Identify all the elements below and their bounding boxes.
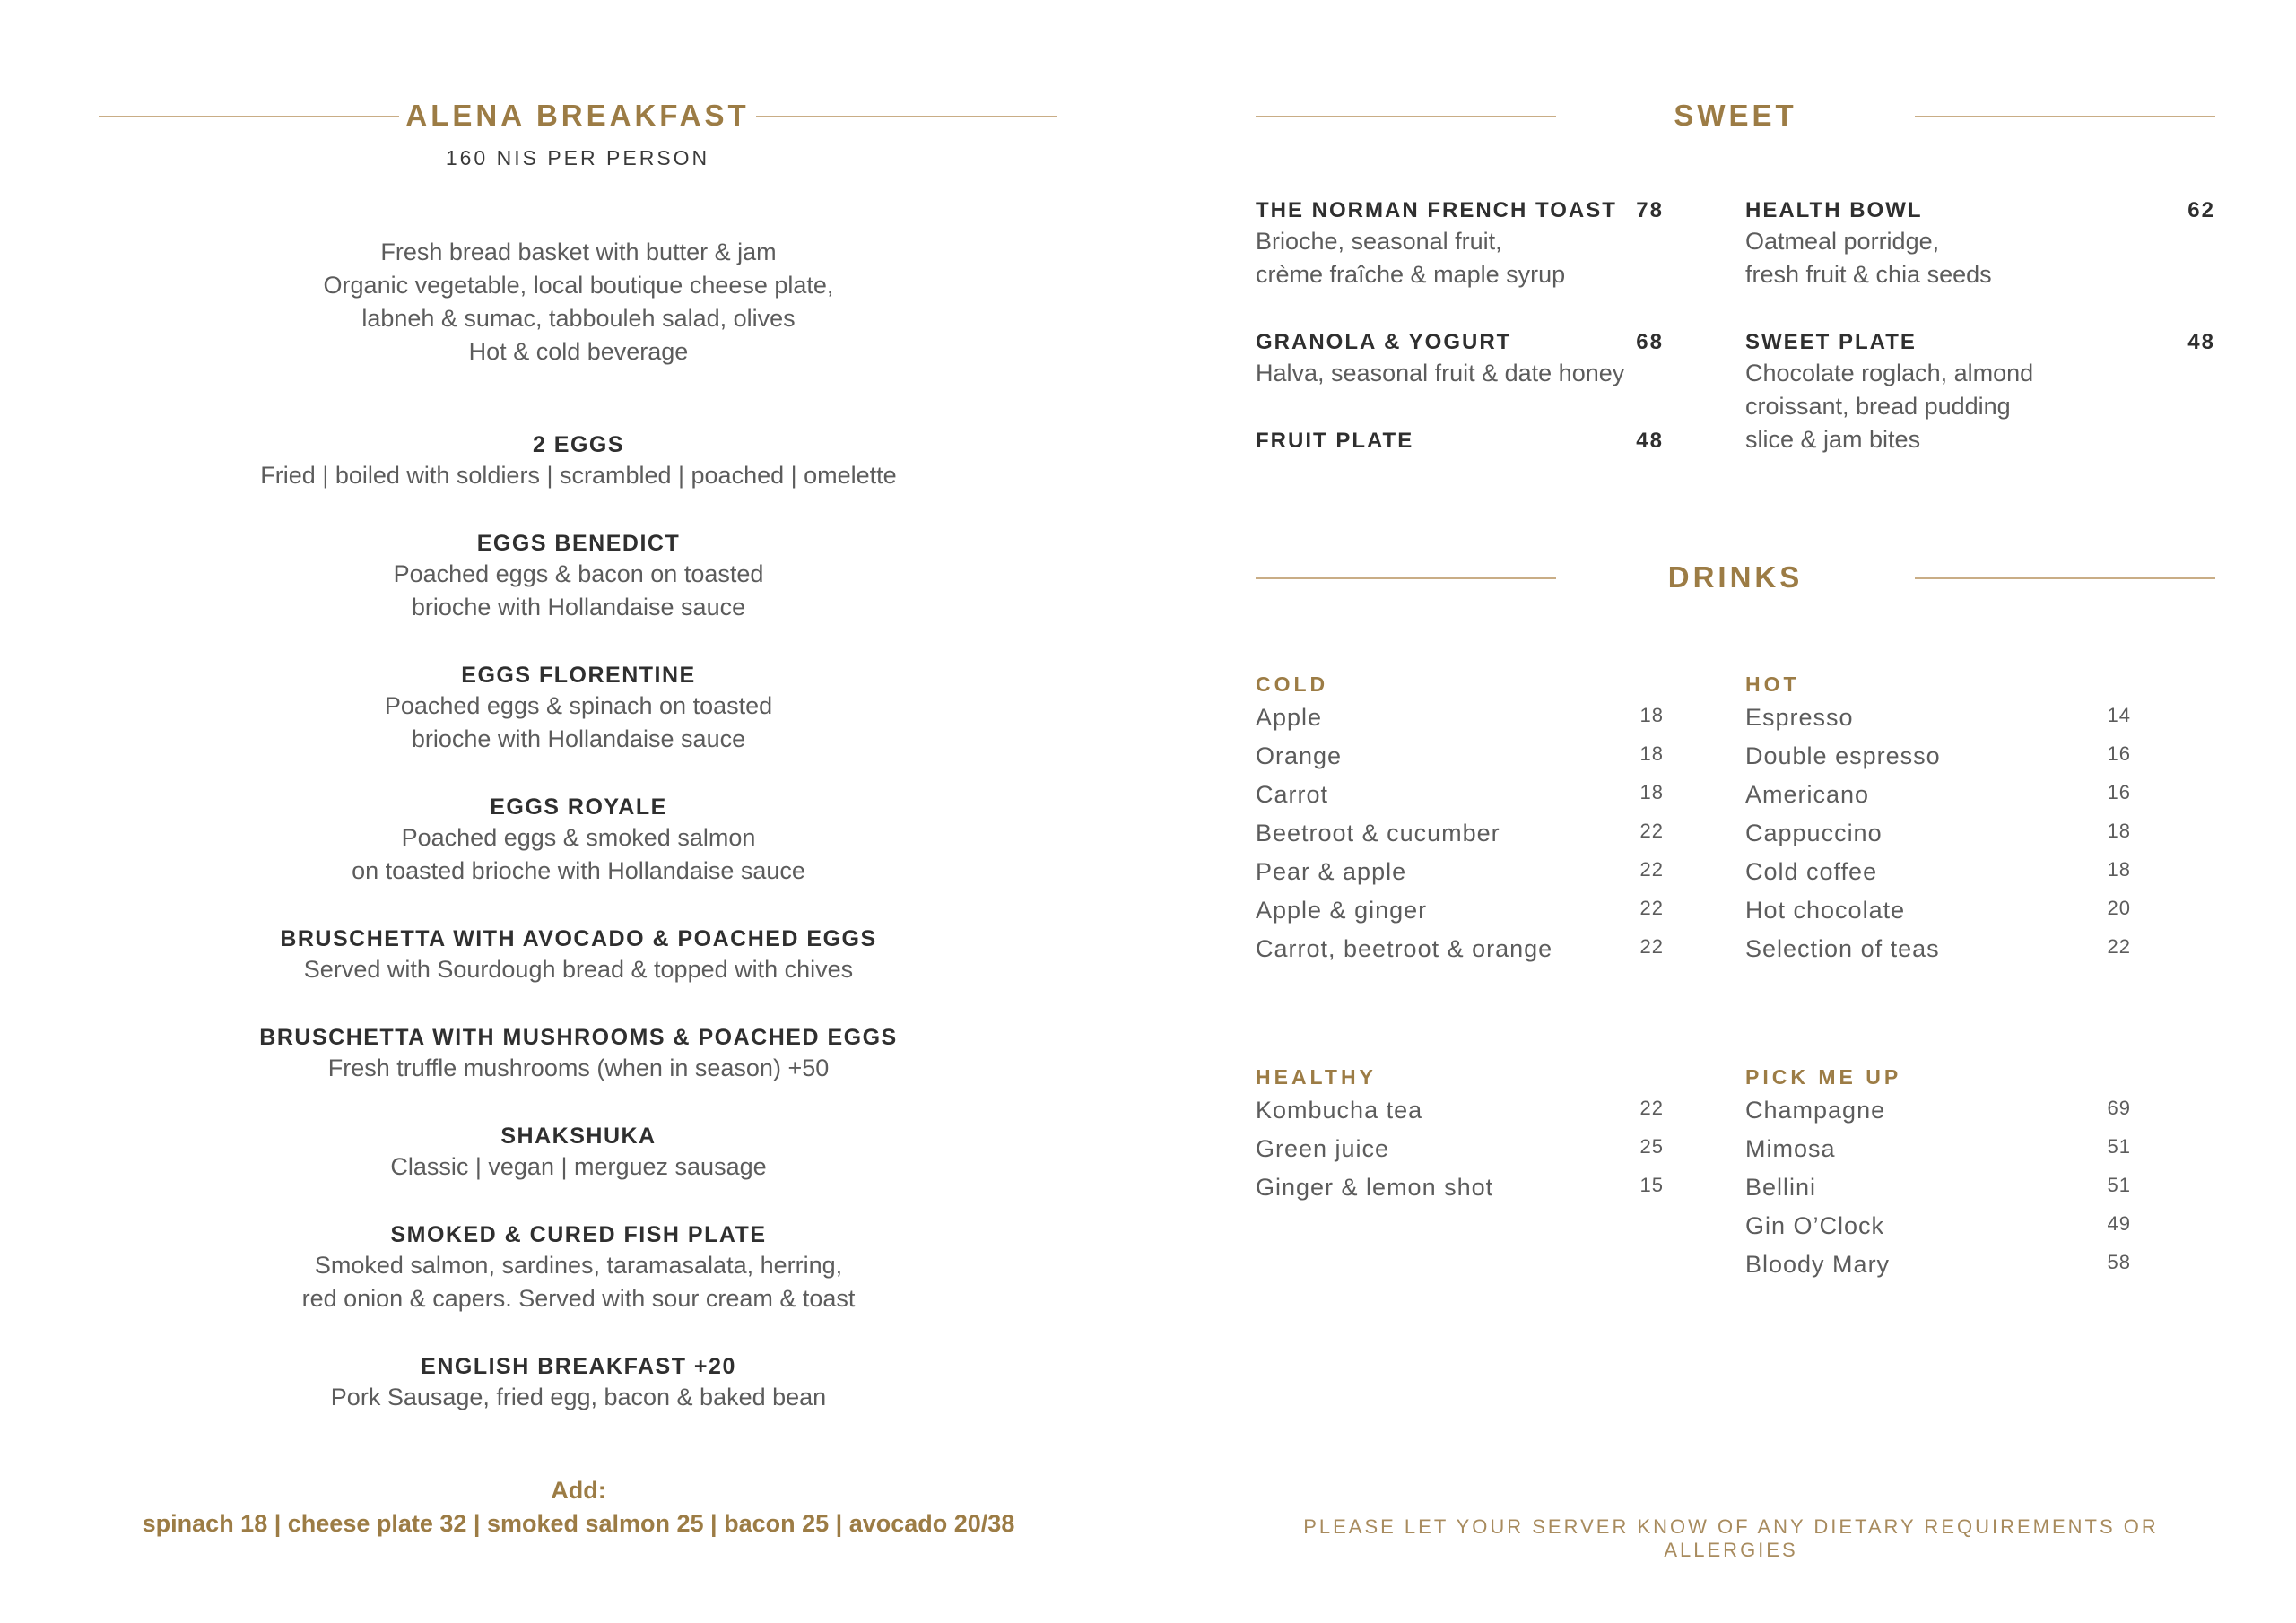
drink-name: Carrot, beetroot & orange xyxy=(1256,935,1553,962)
sweet-rule-a xyxy=(1256,116,1556,117)
breakfast-title: ALENA BREAKFAST xyxy=(405,99,750,132)
drink-name: Green juice xyxy=(1256,1135,1390,1162)
sweet-item-price: 48 xyxy=(2187,330,2215,354)
sweet-item-name: HEALTH BOWL xyxy=(1745,198,1923,222)
sweet-item-desc: Oatmeal porridge, xyxy=(1745,228,1940,255)
menu-item xyxy=(99,529,1058,624)
drink-name: Double espresso xyxy=(1745,742,1941,769)
drink-row xyxy=(1745,1251,2131,1279)
drink-row xyxy=(1256,1174,1664,1202)
drink-name: Ginger & lemon shot xyxy=(1256,1174,1494,1201)
drink-row xyxy=(1745,742,2131,770)
item-title: ENGLISH BREAKFAST +20 xyxy=(421,1354,736,1379)
drink-name: Bloody Mary xyxy=(1745,1251,1891,1278)
drink-price: 58 xyxy=(2107,1251,2131,1273)
drink-price: 49 xyxy=(2107,1212,2131,1235)
item-desc: Smoked salmon, sardines, taramasalata, herring, xyxy=(314,1252,843,1279)
drink-price: 16 xyxy=(2107,781,2131,803)
drink-price: 51 xyxy=(2107,1174,2131,1196)
menu-item xyxy=(99,1220,1058,1315)
sweet-item-desc: slice & jam bites xyxy=(1745,426,1921,453)
menu-item xyxy=(99,1023,1058,1085)
drink-price: 22 xyxy=(1639,858,1664,881)
item-title: EGGS ROYALE xyxy=(490,794,667,820)
drink-name: Gin O’Clock xyxy=(1745,1212,1885,1239)
sweet-item-price: 48 xyxy=(1636,429,1664,453)
sweet-item xyxy=(1745,328,2215,456)
drink-name: Apple & ginger xyxy=(1256,897,1428,924)
sweet-item-name: FRUIT PLATE xyxy=(1256,429,1414,453)
drink-row xyxy=(1745,704,2131,732)
sweet-item-desc: crème fraîche & maple syrup xyxy=(1256,261,1566,288)
drink-price: 69 xyxy=(2107,1097,2131,1119)
item-title: BRUSCHETTA WITH MUSHROOMS & POACHED EGGS xyxy=(259,1025,898,1050)
drink-row xyxy=(1256,704,1664,732)
drink-price: 18 xyxy=(1639,742,1664,765)
item-title: EGGS FLORENTINE xyxy=(461,663,696,688)
item-desc: Poached eggs & smoked salmon xyxy=(401,824,756,851)
allergy-note: PLEASE LET YOUR SERVER KNOW OF ANY DIETARY REQUIREMENTS OR ALLERGIES xyxy=(1303,1515,2159,1561)
drink-row xyxy=(1745,858,2131,886)
item-title: BRUSCHETTA WITH AVOCADO & POACHED EGGS xyxy=(280,926,877,951)
drink-price: 22 xyxy=(1639,820,1664,842)
sweet-item-price: 68 xyxy=(1636,330,1664,354)
item-desc: Served with Sourdough bread & topped with chives xyxy=(303,956,854,983)
drink-price: 18 xyxy=(1639,781,1664,803)
item-title: SHAKSHUKA xyxy=(500,1124,657,1149)
drink-row xyxy=(1256,935,1664,963)
drink-name: Carrot xyxy=(1256,781,1329,808)
drink-price: 51 xyxy=(2107,1135,2131,1158)
drink-row xyxy=(1745,1212,2131,1240)
drink-name: Pear & apple xyxy=(1256,858,1407,885)
drink-name: Espresso xyxy=(1745,704,1854,731)
drink-name: Orange xyxy=(1256,742,1343,769)
menu-item xyxy=(99,1352,1058,1414)
drink-name: Apple xyxy=(1256,704,1323,731)
addon-line: spinach 18 | cheese plate 32 | smoked salmon 25 | bacon 25 | avocado 20/38 xyxy=(142,1510,1015,1537)
drink-row xyxy=(1256,1135,1664,1163)
drinks-rule-b xyxy=(1915,577,2215,579)
drink-price: 18 xyxy=(1639,704,1664,726)
item-desc: brioche with Hollandaise sauce xyxy=(411,594,746,621)
menu-item xyxy=(99,924,1058,986)
drink-name: Cappuccino xyxy=(1745,820,1883,846)
breakfast-intro xyxy=(99,236,1058,369)
drink-row xyxy=(1256,820,1664,847)
item-title: SMOKED & CURED FISH PLATE xyxy=(390,1222,767,1247)
sweet-item xyxy=(1745,196,2215,291)
sweet-item-desc: croissant, bread pudding xyxy=(1745,393,2011,420)
intro-line: labneh & sumac, tabbouleh salad, olives xyxy=(361,305,796,332)
sweet-item-desc: Chocolate roglach, almond xyxy=(1745,360,2034,386)
item-desc: Pork Sausage, fried egg, bacon & baked bean xyxy=(330,1384,827,1410)
drink-name: Hot chocolate xyxy=(1745,897,1906,924)
drink-price: 22 xyxy=(1639,935,1664,958)
drink-price: 16 xyxy=(2107,742,2131,765)
sweet-title: SWEET xyxy=(1674,99,1797,132)
drink-row xyxy=(1745,781,2131,809)
drink-row xyxy=(1256,742,1664,770)
menu-item xyxy=(99,793,1058,888)
sweet-item xyxy=(1256,196,1664,291)
sweet-item-name: GRANOLA & YOGURT xyxy=(1256,330,1512,354)
menu-item xyxy=(99,1122,1058,1184)
sweet-item-name: SWEET PLATE xyxy=(1745,330,1917,354)
breakfast-subtitle: 160 NIS PER PERSON xyxy=(445,146,710,169)
drink-price: 22 xyxy=(2107,935,2131,958)
drink-name: Cold coffee xyxy=(1745,858,1878,885)
drink-name: Selection of teas xyxy=(1745,935,1940,962)
item-title: 2 EGGS xyxy=(532,432,625,457)
sweet-rule-b xyxy=(1915,116,2215,117)
addon-label: Add: xyxy=(551,1477,606,1504)
drink-row xyxy=(1745,935,2131,963)
item-title: EGGS BENEDICT xyxy=(476,531,681,556)
item-desc: Classic | vegan | merguez sausage xyxy=(390,1153,767,1180)
category-cold: COLD xyxy=(1256,673,1329,696)
sweet-item-desc: Brioche, seasonal fruit, xyxy=(1256,228,1502,255)
sweet-item-price: 62 xyxy=(2187,198,2215,222)
drink-row xyxy=(1745,1135,2131,1163)
drink-row xyxy=(1256,897,1664,924)
drink-row xyxy=(1745,1097,2131,1124)
drink-price: 20 xyxy=(2107,897,2131,919)
drink-price: 22 xyxy=(1639,1097,1664,1119)
title-rule-left-b xyxy=(756,116,1057,117)
item-desc: Poached eggs & spinach on toasted xyxy=(384,692,773,719)
sweet-item-desc: fresh fruit & chia seeds xyxy=(1745,261,1992,288)
drink-row xyxy=(1256,858,1664,886)
item-desc: on toasted brioche with Hollandaise sauce xyxy=(352,857,805,884)
drink-price: 15 xyxy=(1639,1174,1664,1196)
drink-price: 14 xyxy=(2107,704,2131,726)
title-rule-left-a xyxy=(99,116,399,117)
item-desc: red onion & capers. Served with sour cream & toast xyxy=(301,1285,856,1312)
drink-row xyxy=(1745,897,2131,924)
drink-name: Kombucha tea xyxy=(1256,1097,1423,1124)
item-desc: Fried | boiled with soldiers | scrambled | poached | omelette xyxy=(260,462,897,489)
sweet-item xyxy=(1256,427,1664,456)
item-desc: Fresh truffle mushrooms (when in season) +50 xyxy=(327,1055,830,1081)
menu-item xyxy=(99,661,1058,756)
drink-row xyxy=(1745,1174,2131,1202)
menu-item xyxy=(99,430,1058,492)
drink-price: 18 xyxy=(2107,820,2131,842)
sweet-item-desc: Halva, seasonal fruit & date honey xyxy=(1256,360,1625,386)
intro-line: Organic vegetable, local boutique cheese plate, xyxy=(323,272,834,299)
drink-price: 25 xyxy=(1639,1135,1664,1158)
drink-name: Beetroot & cucumber xyxy=(1256,820,1500,846)
drink-name: Bellini xyxy=(1745,1174,1817,1201)
category-hot: HOT xyxy=(1745,673,1800,696)
sweet-item-price: 78 xyxy=(1636,198,1664,222)
drink-name: Americano xyxy=(1745,781,1870,808)
category-healthy: HEALTHY xyxy=(1256,1065,1377,1089)
category-pick-me-up: PICK ME UP xyxy=(1745,1065,1902,1089)
drink-row xyxy=(1256,1097,1664,1124)
drink-row xyxy=(1256,781,1664,809)
intro-line: Hot & cold beverage xyxy=(468,338,689,365)
drink-price: 22 xyxy=(1639,897,1664,919)
item-desc: brioche with Hollandaise sauce xyxy=(411,725,746,752)
item-desc: Poached eggs & bacon on toasted xyxy=(393,560,764,587)
intro-line: Fresh bread basket with butter & jam xyxy=(380,239,777,265)
sweet-item xyxy=(1256,328,1664,390)
drinks-title: DRINKS xyxy=(1667,560,1804,594)
drink-row xyxy=(1745,820,2131,847)
drink-price: 18 xyxy=(2107,858,2131,881)
drink-name: Mimosa xyxy=(1745,1135,1836,1162)
drink-name: Champagne xyxy=(1745,1097,1886,1124)
sweet-item-name: THE NORMAN FRENCH TOAST xyxy=(1256,198,1617,222)
drinks-rule-a xyxy=(1256,577,1556,579)
